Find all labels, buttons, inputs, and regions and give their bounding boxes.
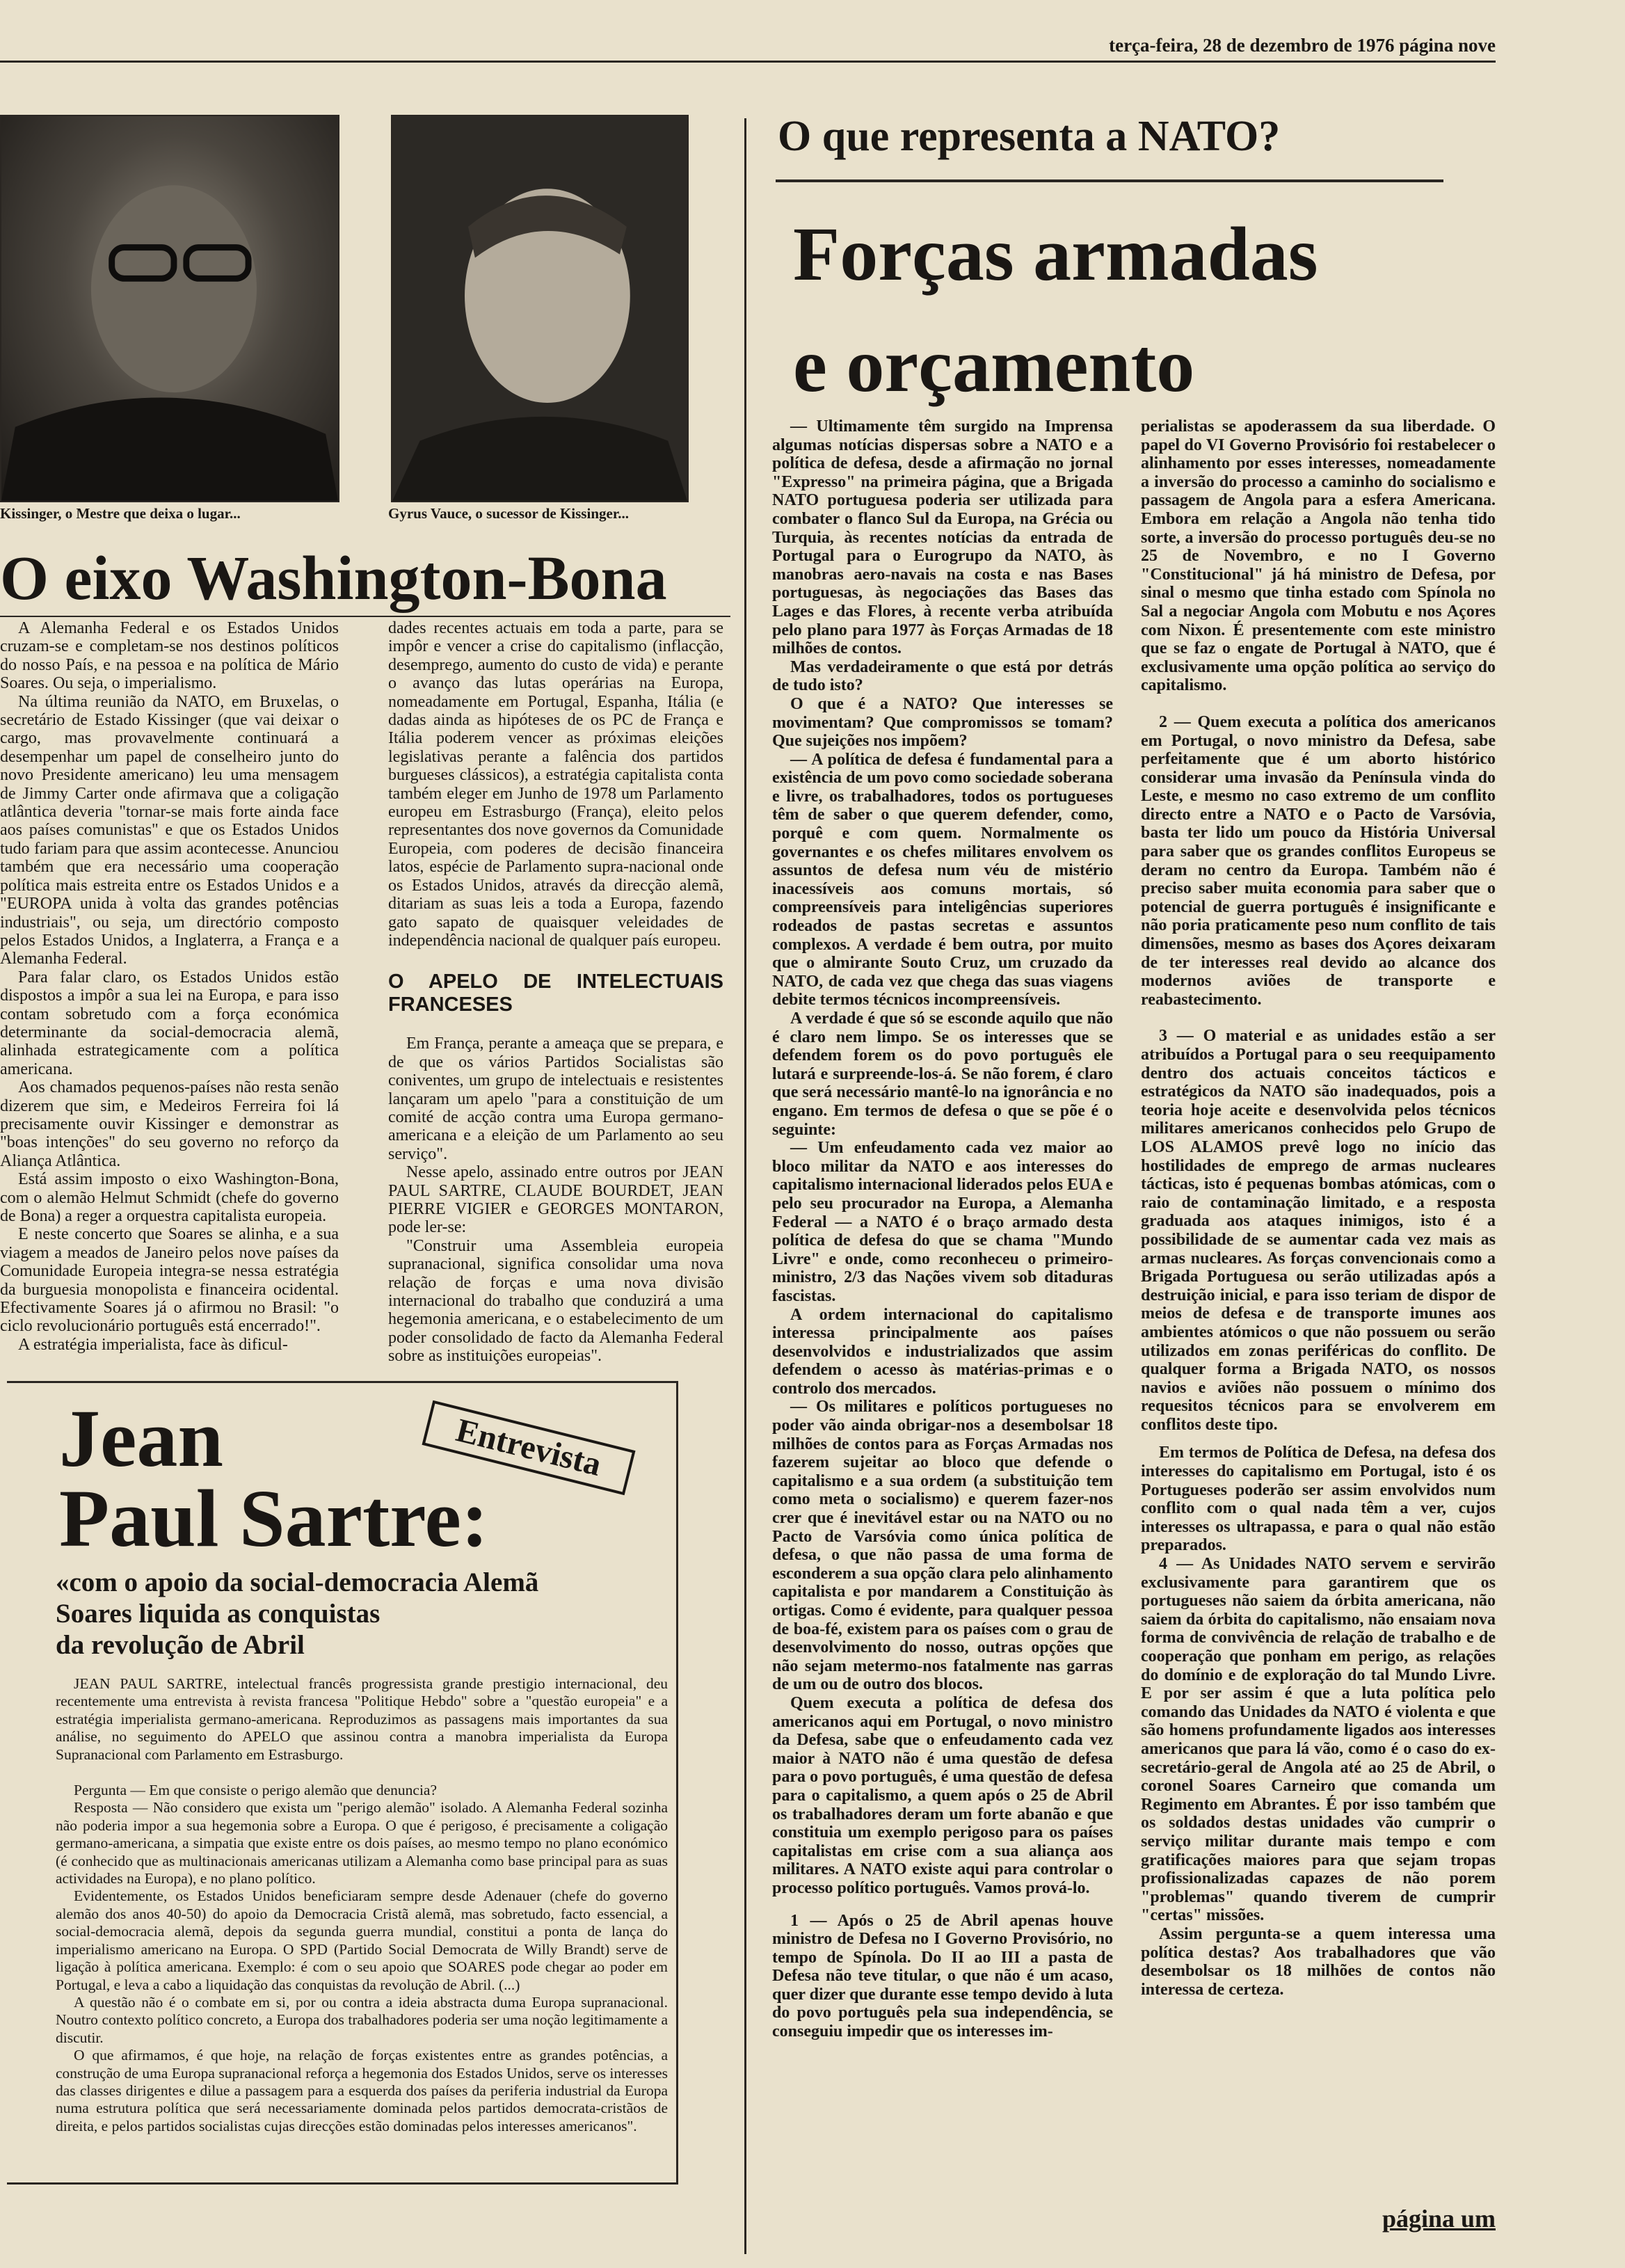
kissinger-photo	[0, 115, 339, 502]
sartre-subtitle-line2: Soares liquida as conquistas	[56, 1599, 381, 1629]
paragraph: Na última reunião da NATO, em Bruxelas, o secretário de Estado Kissinger (que vai deixar o cargo, mas provavelmente continuará a desempenhar um papel de conselheiro junto do novo Presidente americano) leu uma mensagem de Jimmy Carter onde afirmava que a coligação atlântica deveria "tornar-se mais forte ainda face aos países comunistas" e que os Estados Unidos tudo fariam para que assim acontecesse. Anunciou também que era necessário uma cooperação política mais estreita entre os Estados Unidos e a "EUROPA unida à volta das grandes potências industriais", ou seja, um directório composto pelos Estados Unidos, a Inglaterra, a França e a Alemanha Federal.	[0, 692, 339, 968]
left-article-col2	[388, 619, 723, 1380]
paragraph: — Ultimamente têm surgido na Imprensa algumas notícias dispersas sobre a NATO e a política de defesa, desde a afirmação no jornal "Expresso" na primeira página, que a Brigada NATO portuguesa poderia ser utilizada para combater o flanco Sul da Europa, na Grécia ou Turquia, às recentes notícias da entrada de Portugal para o Eurogrupo da NATO, às manobras aero-navais na costa e nas Bases portuguesas, às negociações das Bases das Lages e das Flores, à recente verba atribuída pelo plano para 1977 às Forças Armadas de 18 milhões de contos.	[772, 417, 1113, 658]
paragraph: A Alemanha Federal e os Estados Unidos cruzam-se e completam-se nos destinos políticos do nosso País, e na pessoa e na política de Mário Soares. Ou seja, o imperialismo.	[0, 619, 339, 693]
sartre-subtitle-line3: da revolução de Abril	[56, 1630, 305, 1660]
paragraph: Assim pergunta-se a quem interessa uma política destas? Aos trabalhadores que vão desembolsar os 18 milhões de contos não interessa de certeza.	[1141, 1924, 1496, 1999]
paragraph: dades recentes actuais em toda a parte, para se impôr e vencer a crise do capitalismo (inflacção, desemprego, aumento do custo de vida) e perante o avanço das lutas operárias na Europa, nomeadamente em Portugal, Espanha, Itália (e dadas ainda as hipóteses de os PC de França e Itália poderem vencer as próximas eleições legislativas perante a falência dos partidos burgueses clássicos), a estratégia capitalista conta também eleger em Junho de 1978 um Parlamento europeu em Estrasburgo (França), eleito pelos representantes dos nove governos da Comunidade Europeia, com poderes de decisão financeira latos, espécie de Parlamento supra-nacional onde os Estados Unidos, através da direcção alemã, ditariam as suas leis a toda a Europa, fazendo gato sapato de quaisquer veleidades de independência nacional de qualquer país europeu.	[388, 619, 723, 950]
paragraph: Está assim imposto o eixo Washington-Bona, com o alemão Helmut Schmidt (chefe do governo de Bona) a reger a orquestra capitalista europeia.	[0, 1170, 339, 1225]
kicker-rule	[776, 179, 1443, 182]
sartre-title-line1: Jean	[59, 1393, 223, 1484]
paragraph: E neste concerto que Soares se alinha, e a sua viagem a meados de Janeiro pelos nove países da Comunidade Europeia integra-se nessa estratégia da burguesia monopolista e financeira ocidental. Efectivamente Soares já o afirmou no Brasil: "o ciclo revolucionário português está encerrado!".	[0, 1225, 339, 1336]
sartre-body	[56, 1675, 668, 2180]
paragraph: O que afirmamos, é que hoje, na relação de forças existentes entre as grandes potências, a construção de uma Europa supranacional reforça a hegemonia dos Estados Unidos, serve os interesses das classes dirigentes e dilue a passagem para a esquerda dos países da periferia industrial da Europa numa estrutura política que será necessariamente dominada pelos partidos democrata-cristãos de direita, e pelos partidos socialistas cujas direcções estão dominadas pelos interesses americanos".	[56, 2047, 668, 2134]
right-article-col2	[1141, 417, 1496, 2195]
left-article-col1	[0, 619, 339, 1365]
paragraph: "Construir uma Assembleia europeia supranacional, significa consolidar uma nova relação de forças e uma nova divisão internacional do trabalho que conduzirá a uma hegemonia americana, e o estabelecimento de um poder consolidado de facto da Alemanha Federal sobre as instituições europeias".	[388, 1236, 723, 1366]
paragraph: A estratégia imperialista, face às dificul-	[18, 1335, 288, 1354]
paragraph: — Os militares e políticos portugueses no poder vão ainda obrigar-nos a desembolsar 18 milhões de contos para as Forças Armadas nos fazerem sujeitar ao bloco que defende o capitalismo e a sua ordem (a substituição tem como meta o socialismo) e querem fazer-nos crer que é inevitável estar ou na NATO ou no Pacto de Varsóvia como única política de defesa, o que não passa de uma forma de esconderem a sua opção clara pelo alinhamento capitalista e por mandarem a Constituição às ortigas. Como é evidente, para qualquer pessoa de boa-fé, existem para os países com o grau de desenvolvimento do nosso, outras opções que não sejam metermo-nos fatalmente nas garras de um ou de outro dos blocos.	[772, 1398, 1113, 1694]
left-article-title: O eixo Washington-Bona	[0, 544, 667, 613]
interview-stamp: Entrevista	[422, 1400, 635, 1496]
paragraph: Para falar claro, os Estados Unidos estão dispostos a impôr a sua lei na Europa, e para isso contam sobretudo com a força económica determinante da social-democracia alemã, alinhada estrategicamente com a política americana.	[0, 968, 339, 1078]
sartre-subtitle-line1: «com o apoio da social-democracia Alemã	[56, 1567, 539, 1597]
dateline: terça-feira, 28 de dezembro de 1976 página nove	[1109, 35, 1496, 56]
nato-kicker: O que representa a NATO?	[778, 113, 1281, 160]
paragraph: Quem executa a política de defesa dos americanos aqui em Portugal, o novo ministro da Defesa, sabe que o enfeudamento cada vez maior à NATO não é uma questão de defesa para o povo português, é uma questão de defesa para o capitalismo, a quem após o 25 de Abril os trabalhadores deram um forte abanão e que constituia um exemplo perigoso para os países capitalistas em crise com a sua aliança aos militares. A NATO existe aqui para controlar o processo político português. Vamos prová-lo.	[772, 1693, 1113, 1897]
right-article-col1	[772, 417, 1113, 2240]
paragraph: — Um enfeudamento cada vez maior ao bloco militar da NATO e aos interesses do capitalismo internacional liderados pelos EUA e pelo seu procurador na Europa, a Alemanha Federal — a NATO é o braço armado desta política de defesa do que se chama "Mundo Livre" e onde, como reconheceu o primeiro-ministro, 2/3 das Nações vivem sob ditaduras fascistas.	[772, 1139, 1113, 1305]
paragraph: A verdade é que só se esconde aquilo que não é claro nem limpo. Se os interesses que se defendem forem os do povo português ele lutará e surpreende-los-á. Se não forem, é claro que será necessário mantê-lo na ignorância e no engano. Em termos de defesa o que se põe é o seguinte:	[772, 1009, 1113, 1139]
paragraph: 1 — Após o 25 de Abril apenas houve ministro de Defesa no I Governo Provisório, no tempo de Spínola. Do II ao III a pasta de Defesa não teve titular, o que não é um acaso, quer dizer que durante esse tempo devido à luta do povo português pela sua independência, se conseguiu impedir que os interesses im-	[772, 1911, 1113, 2041]
paragraph: Em França, perante a ameaça que se prepara, e de que os vários Partidos Socialistas são coniventes, um grupo de intelectuais e resistentes lançaram um apelo "para a constituição de um comité de acção contra uma Europa germano-americana e a eleição de um Parlamento ao seu serviço".	[388, 1035, 723, 1163]
paragraph: Mas verdadeiramente o que está por detrás de tudo isto?	[772, 657, 1113, 695]
paragraph: Em termos de Política de Defesa, na defesa dos interesses do capitalismo em Portugal, isto é os Portugueses poderão ser assim envolvidos num conflito com o qual nada têm a ver, cujos interesses os ultrapassa, e para o qual não estão preparados.	[1141, 1444, 1496, 1555]
right-title-line1: Forças armadas	[793, 211, 1318, 296]
right-title-line2: e orçamento	[793, 323, 1195, 408]
paragraph: 4 — As Unidades NATO servem e servirão exclusivamente para garantirem que os portugueses não saiem da órbita americana, não saiem da órbita do capitalismo, não ensaiam nova forma de convivência de relação de trabalho e de cooperação que ponham em perigo, as relações do domínio e de exploração do tal Mundo Livre. E por ser assim é que a luta política pelo comando das Unidades da NATO é violenta e que são homens profundamente ligados aos interesses americanos que para lá vão, como é o caso do ex-secretário-geral de Angola até ao 25 de Abril, o coronel Soares Carneiro que comanda um Regimento em Abrantes. É por isso também que os soldados destas unidades vão cumprir o serviço militar durante mais tempo e com gratificações maiores para que sejam tropas profissionalizadas capazes de não porem "problemas" quando tiverem de cumprir "certas" missões.	[1141, 1555, 1496, 1925]
continued-on-page-one[interactable]: página um	[1382, 2205, 1496, 2233]
paragraph: A ordem internacional do capitalismo interessa principalmente aos países desenvolvidos e industrializados que assim defendem o acesso às matérias-primas e o controlo dos mercados.	[772, 1305, 1113, 1398]
paragraph: perialistas se apoderassem da sua liberdade. O papel do VI Governo Provisório foi restabelecer o alinhamento por esses interesses, nomeadamente a inversão do processo a caminho do socialismo e passagem de Angola para a esfera Americana. Embora em relação a Angola não tenha tido sorte, a inversão do processo português deu-se no 25 de Novembro, e no I Governo "Constitucional" já há ministro de Defesa, por sinal o mesmo que tinha estado com Spínola no Sal a negociar Angola com Mobutu e nos Açores com Nixon. É presentemente com este ministro que se faz o engate de Portugal à NATO, que é exclusivamente uma opção política ao serviço do capitalismo.	[1141, 417, 1496, 695]
sartre-title-line2: Paul Sartre:	[59, 1473, 489, 1564]
sartre-interview-box	[7, 1381, 678, 2185]
paragraph: Pergunta — Em que consiste o perigo alemão que denuncia?	[74, 1782, 438, 1799]
paragraph: JEAN PAUL SARTRE, intelectual francês progressista grande prestigio internacional, deu recentemente uma entrevista à revista francesa "Politique Hebdo" sobre a "questão europeia" e a estratégia imperialista germano-americana. Reproduzimos as passagens mais importantes da sua análise, no seguimento do APELO que assinou contra a manobra imperialista da Europa Supranacional com Parlamento em Estrasburgo.	[56, 1675, 668, 1763]
paragraph: Nesse apelo, assinado entre outros por JEAN PAUL SARTRE, CLAUDE BOURDET, JEAN PIERRE VIGIER e GEORGES MONTARON, pode ler-se:	[388, 1163, 723, 1237]
paragraph: A questão não é o combate em si, por ou contra a ideia abstracta duma Europa supranacional. Noutro contexto político concreto, a Europa dos trabalhadores poderia ser uma noção legitimamente a discutir.	[56, 1993, 668, 2046]
paragraph: O que é a NATO? Que interesses se movimentam? Que compromissos se tomam? Que sujeições nos impõem?	[772, 694, 1113, 751]
paragraph: Evidentemente, os Estados Unidos beneficiaram sempre desde Adenauer (chefe do governo alemão dos anos 40-50) do apoio da Democracia Cristã alemã, mas sobretudo, facto essencial, a social-democracia alemã, depois da segunda guerra mundial, constitui a ponta de lança do imperialismo americano na Europa. O SPD (Partido Social Democrata de Willy Brandt) serve de ligação à política americana. Exemplo: é com o seu apoio que SOARES pode chegar ao poder em Portugal, e leva a cabo a liquidação das conquistas da revolução de Abril. (...)	[56, 1887, 668, 1993]
paragraph: Aos chamados pequenos-países não resta senão dizerem que sim, e Medeiros Ferreira foi lá precisamente ouvir Kissinger e demonstrar as "boas intenções" do seu governo no reforço da Aliança Atlântica.	[0, 1078, 339, 1170]
vance-photo	[391, 115, 689, 502]
left-title-rule	[0, 616, 730, 617]
header-rule	[0, 61, 1496, 63]
column-separator	[744, 118, 746, 2254]
vance-caption: Gyrus Vauce, o sucessor de Kissinger...	[388, 505, 629, 522]
intellectuals-subhead: O APELO DE INTELECTUAIS FRANCESES	[388, 971, 723, 1016]
paragraph: Resposta — Não considero que exista um "perigo alemão" isolado. A Alemanha Federal sozinha não poderia impor a sua hegemonia sobre a Europa. O que é perigoso, é precisamente a coligação germano-americana, a simpatia que existe entre os dois países, ao mesmo tempo no plano económico (é conhecido que as multinacionais americanas utilizam a Alemanha como base principal para as suas actividades na Europa), e no plano político.	[56, 1799, 668, 1887]
paragraph: 2 — Quem executa a política dos americanos em Portugal, o novo ministro da Defesa, sabe perfeitamente que é um aborto histórico considerar uma invasão da Península vinda do Leste, e mesmo no caso extremo de um conflito directo entre a NATO e o Pacto de Varsóvia, basta ter lido um pouco da História Universal para saber que os grandes conflitos Europeus se deram no centro da Europa. Também não é preciso saber muita economia para saber que o potencial de guerra português é insignificante e não poria praticamente peso num conflito de tais dimensões, mesmo as bases dos Açores deixaram de ter interesses real devido ao alcance dos modernos aviões de transporte e reabastecimento.	[1141, 712, 1496, 1009]
paragraph: — A política de defesa é fundamental para a existência de um povo como sociedade soberana e livre, os trabalhadores, todos os portugueses têm de saber o que querem defender, como, porquê e com quem. Normalmente os governantes e os chefes militares envolvem os assuntos de defesa num véu de mistério inacessíveis aos comuns mortais, só compreensíveis para inteligências superiores rodeados de pastas secretas e assuntos complexos. A verdade é bem outra, por muito que o almirante Souto Cruz, um cruzado da NATO, de cada vez que chega das suas viagens debite termos técnicos incompreensíveis.	[772, 750, 1113, 1009]
kissinger-caption: Kissinger, o Mestre que deixa o lugar...	[0, 505, 241, 522]
paragraph: 3 — O material e as unidades estão a ser atribuídos a Portugal para o seu reequipamento dentro dos actuais conceitos tácticos e estratégicos da NATO são inadequados, pois a teoria hoje aceite e desenvolvida pelos técnicos militares americanos conhecidos pelo Grupo de LOS ALAMOS prevê logo no início das hostilidades de emprego de armas nucleares tácticas, isto é pequenas bombas atómicas, com o raio de contaminação limitado, e a resposta graduada aos ataques inimigos, isto é a possibilidade de se aumentar cada vez mais as armas nucleares. As forças convencionais como a Brigada Portuguesa ou serão utilizadas após a destruição inicial, e para isso teriam de dispor de meios de defesa e de transporte imunes aos ambientes atómicos o que não possuem ou serão utilizados em zonas periféricas do conflito. De qualquer forma a Brigada NATO, os nossos navios e aviões não possuem o mínimo dos requesitos técnicos para se envolverem em conflitos deste tipo.	[1141, 1027, 1496, 1434]
